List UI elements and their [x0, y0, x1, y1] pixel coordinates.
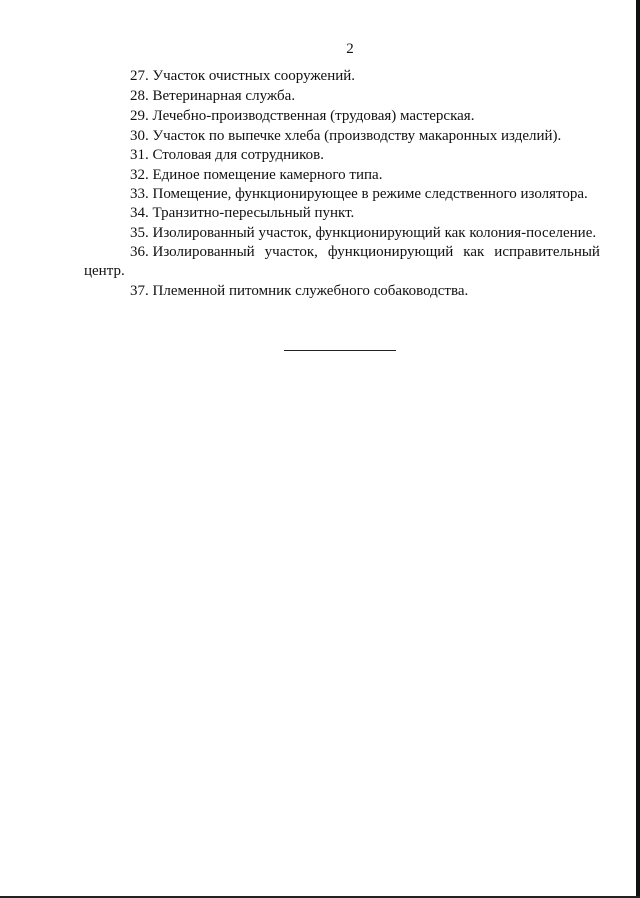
item-number: 37. [130, 283, 149, 299]
page-number: 2 [346, 41, 354, 57]
list-item [84, 107, 600, 126]
list-item [84, 243, 600, 281]
list-item [84, 166, 600, 185]
list-item [84, 87, 600, 106]
item-number: 32. [130, 167, 149, 183]
list-item [84, 224, 600, 243]
item-number: 34. [130, 205, 149, 221]
item-text: Транзитно-пересыльный пункт. [152, 205, 355, 221]
item-text: Изолированный участок, функционирующий как колония-поселение. [152, 225, 597, 241]
item-number: 35. [130, 225, 149, 241]
item-text: Участок по выпечке хлеба (производству макаронных изделий). [152, 128, 562, 144]
item-word: функционирующий [327, 244, 454, 260]
item-number-and-word [130, 243, 255, 262]
item-word: Изолированный [152, 244, 255, 260]
item-text: Участок очистных сооружений. [152, 68, 356, 84]
item-text: Помещение, функционирующее в режиме следственного изолятора. [152, 186, 588, 202]
item-word: как [463, 244, 485, 260]
item-text: Ветеринарная служба. [152, 88, 296, 104]
item-number: 28. [130, 88, 149, 104]
item-text: Столовая для сотрудников. [152, 147, 325, 163]
list-item [84, 146, 600, 165]
item-number: 33. [130, 186, 149, 202]
list-item [84, 204, 600, 223]
list-item [84, 127, 600, 146]
item-number: 27. [130, 68, 149, 84]
scan-edge-right [636, 0, 640, 898]
item-number: 31. [130, 147, 149, 163]
item-word: участок, [264, 244, 318, 260]
item-text: Лечебно-производственная (трудовая) мастерская. [152, 108, 475, 124]
list-item [84, 282, 600, 301]
list-item [84, 67, 600, 86]
list-item [84, 185, 600, 204]
end-divider-line [284, 350, 396, 351]
item-continuation: центр. [84, 263, 125, 279]
item-text: Племенной питомник служебного собаководства. [152, 283, 469, 299]
item-first-line [84, 243, 600, 262]
item-number: 30. [130, 128, 149, 144]
item-number: 36. [130, 244, 149, 260]
item-word: исправительный [494, 244, 600, 260]
item-number: 29. [130, 108, 149, 124]
item-text: Единое помещение камерного типа. [152, 167, 383, 183]
